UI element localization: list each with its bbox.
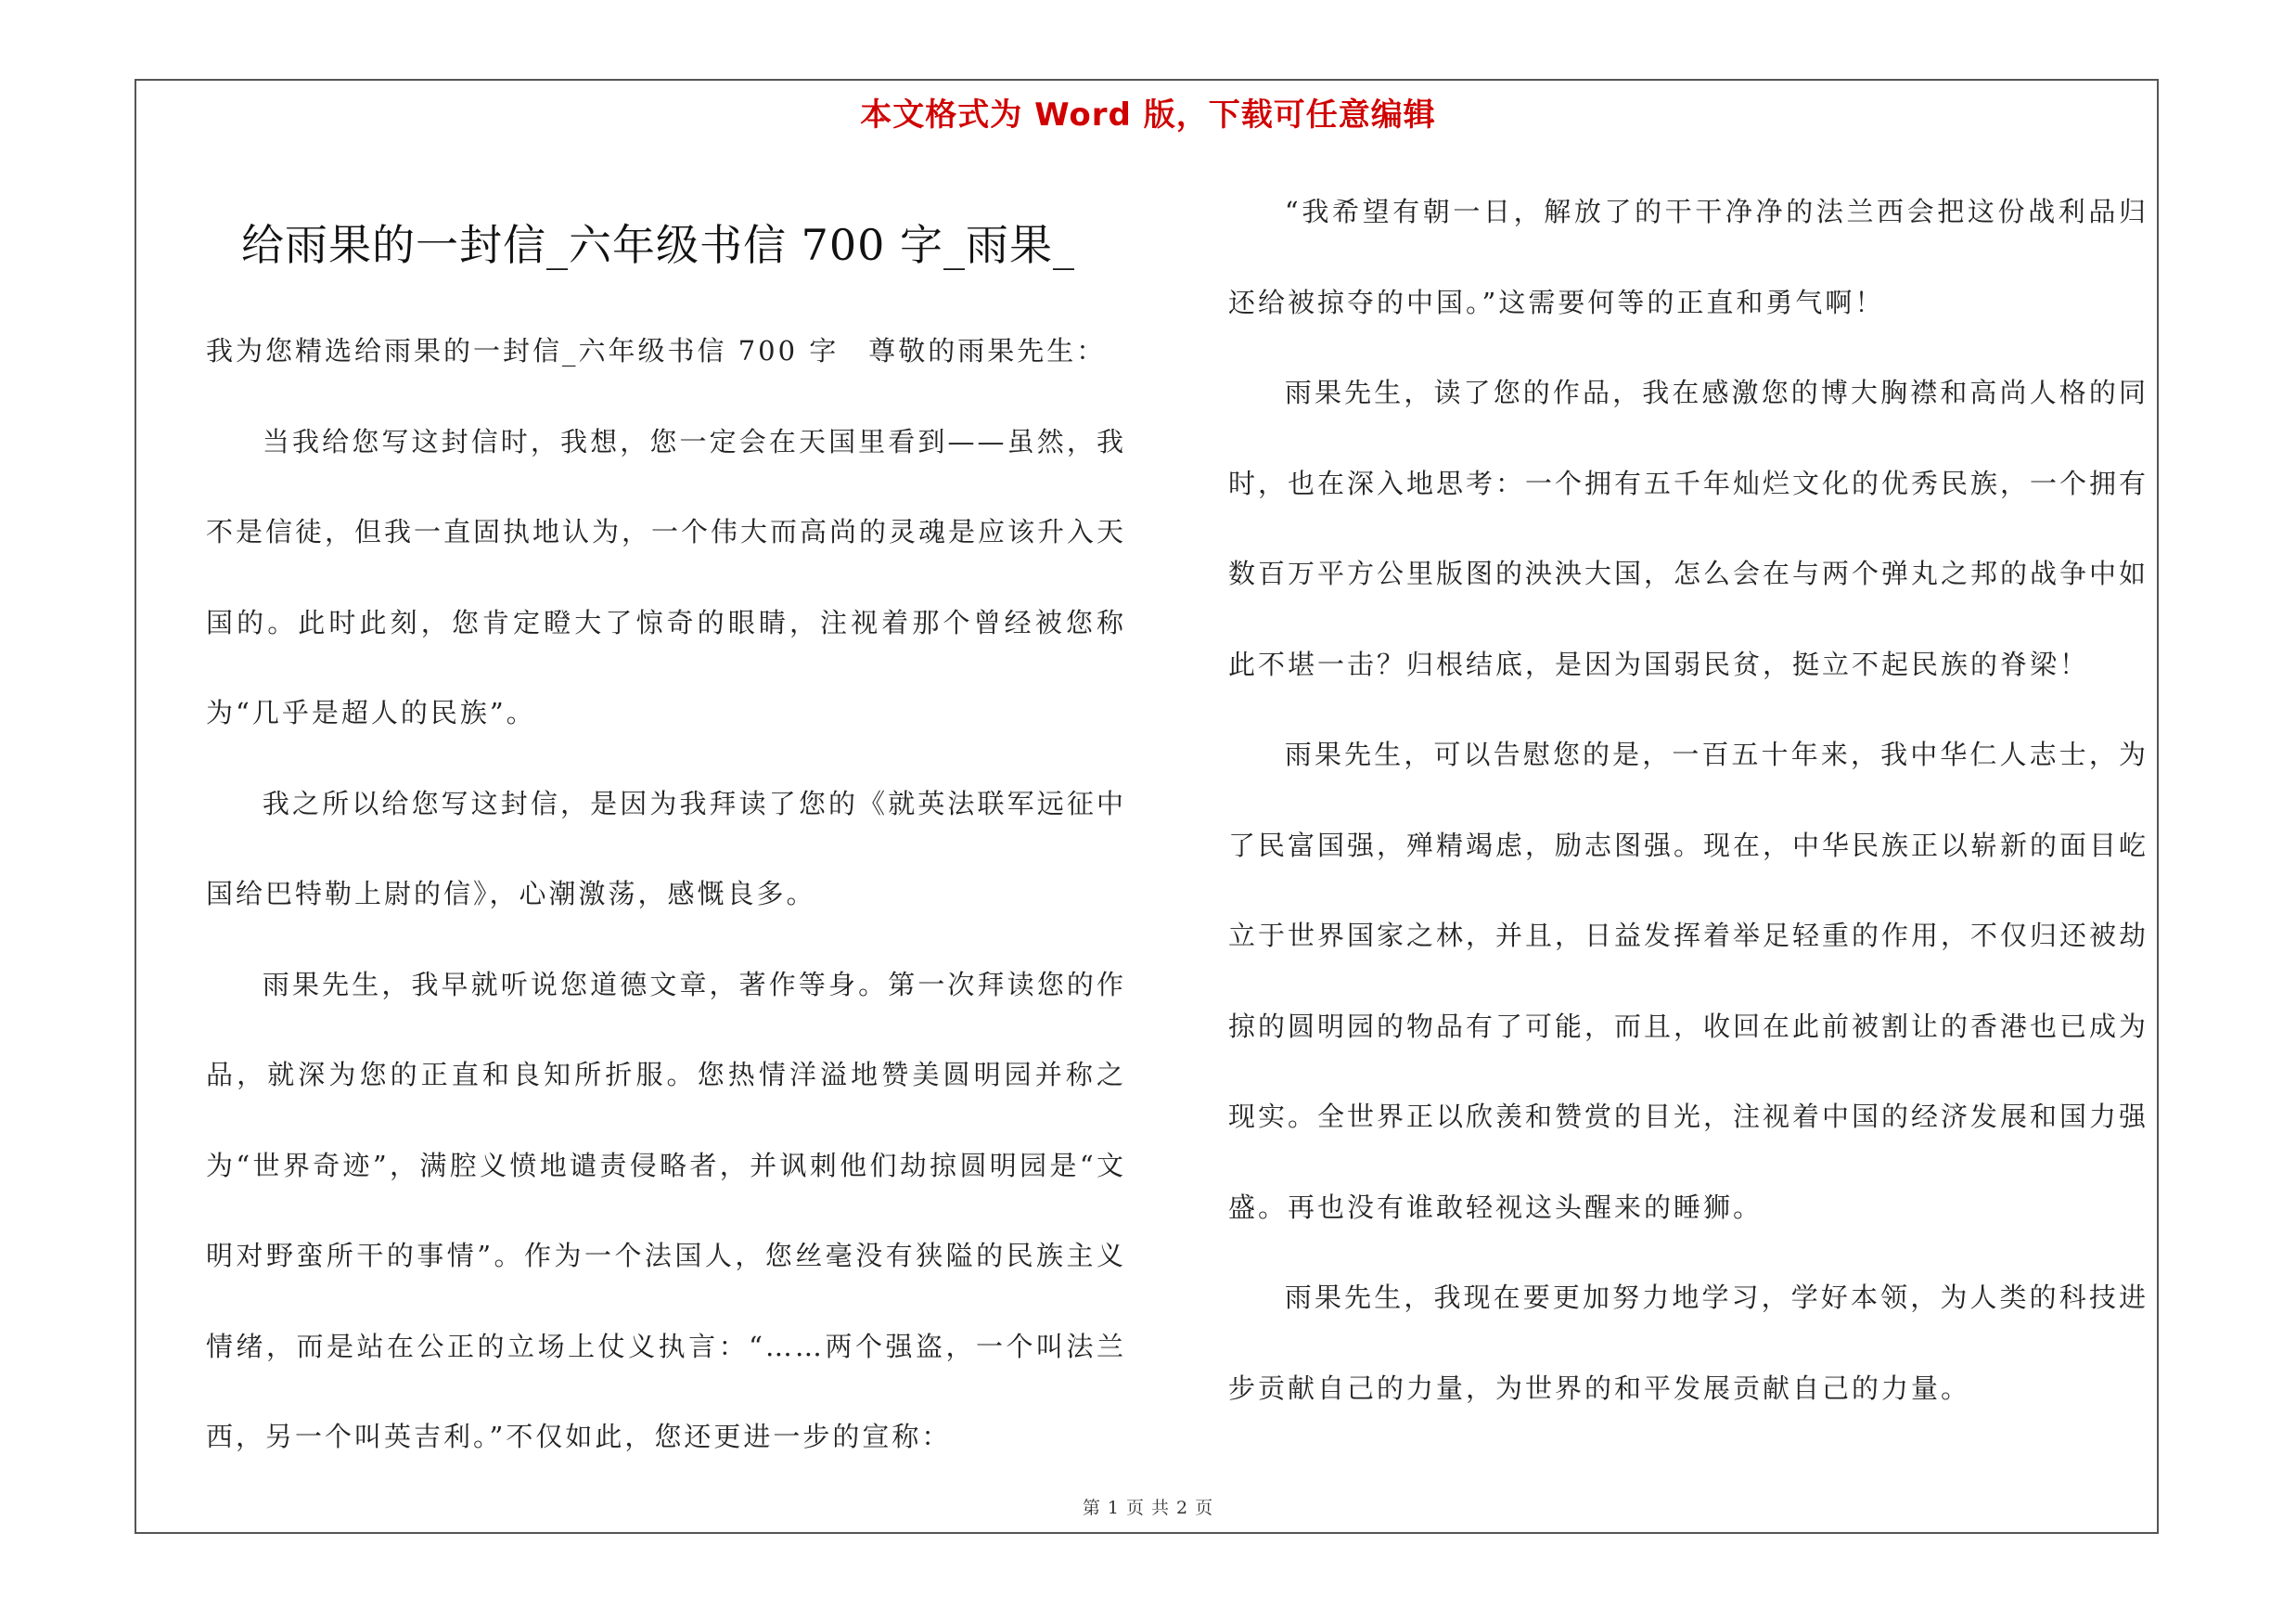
- left-column: [206, 306, 1126, 1483]
- format-banner: 本文格式为 Word 版，下载可任意编辑: [860, 97, 1436, 134]
- paragraph: 我之所以给您写这封信，是因为我拜读了您的《就英法联军远征中国给巴特勒上尉的信》，心潮激荡，感慨良多。: [206, 787, 1126, 909]
- paragraph: 雨果先生，读了您的作品，我在感激您的博大胸襟和高尚人格的同时，也在深入地思考：一个拥有五千年灿烂文化的优秀民族，一个拥有数百万平方公里版图的泱泱大国，怎么会在与两个弹丸之邦的战争中如此不堪一击？归根结底，是因为国弱民贫，挺立不起民族的脊梁！: [1228, 377, 2149, 680]
- paragraph: 当我给您写这封信时，我想，您一定会在天国里看到——虽然，我不是信徒，但我一直固执地认为，一个伟大而高尚的灵魂是应该升入天国的。此时此刻，您肯定瞪大了惊奇的眼睛，注视着那个曾经被您称为“几乎是超人的民族”。: [206, 425, 1127, 728]
- page-number: 第 1 页 共 2 页: [1082, 1498, 1214, 1518]
- right-column: [1228, 167, 2148, 1434]
- paragraph: “我希望有朝一日，解放了的干干净净的法兰西会把这份战利品归还给被掠夺的中国。”这需要何等的正直和勇气啊！: [1228, 196, 2148, 318]
- paragraph: 雨果先生，可以告慰您的是，一百五十年来，我中华仁人志士，为了民富国强，殚精竭虑，励志图强。现在，中华民族正以崭新的面目屹立于世界国家之林，并且，日益发挥着举足轻重的作用，不仅归还被劫掠的圆明园的物品有了可能，而且，收回在此前被割让的香港也已成为现实。全世界正以欣羡和赞赏的目光，注视着中国的经济发展和国力强盛。再也没有谁敢轻视这头醒来的睡狮。: [1228, 739, 2149, 1223]
- paragraph: 我为您精选给雨果的一封信_六年级书信 700 字 尊敬的雨果先生：: [206, 335, 1107, 367]
- paragraph: 雨果先生，我早就听说您道德文章，著作等身。第一次拜读您的作品，就深为您的正直和良知所折服。您热情洋溢地赞美圆明园并称之为“世界奇迹”，满腔义愤地谴责侵略者，并讽刺他们劫掠圆明园是“文明对野蛮所干的事情”。作为一个法国人，您丝毫没有狭隘的民族主义情绪，而是站在公正的立场上仗义执言：“……两个强盗，一个叫法兰西，另一个叫英吉利。”不仅如此，您还更进一步的宣称：: [206, 968, 1126, 1452]
- paragraph: 雨果先生，我现在要更加努力地学习，学好本领，为人类的科技进步贡献自己的力量，为世界的和平发展贡献自己的力量。: [1228, 1282, 2148, 1404]
- document-title: 给雨果的一封信_六年级书信 700 字_雨果_: [241, 220, 1076, 270]
